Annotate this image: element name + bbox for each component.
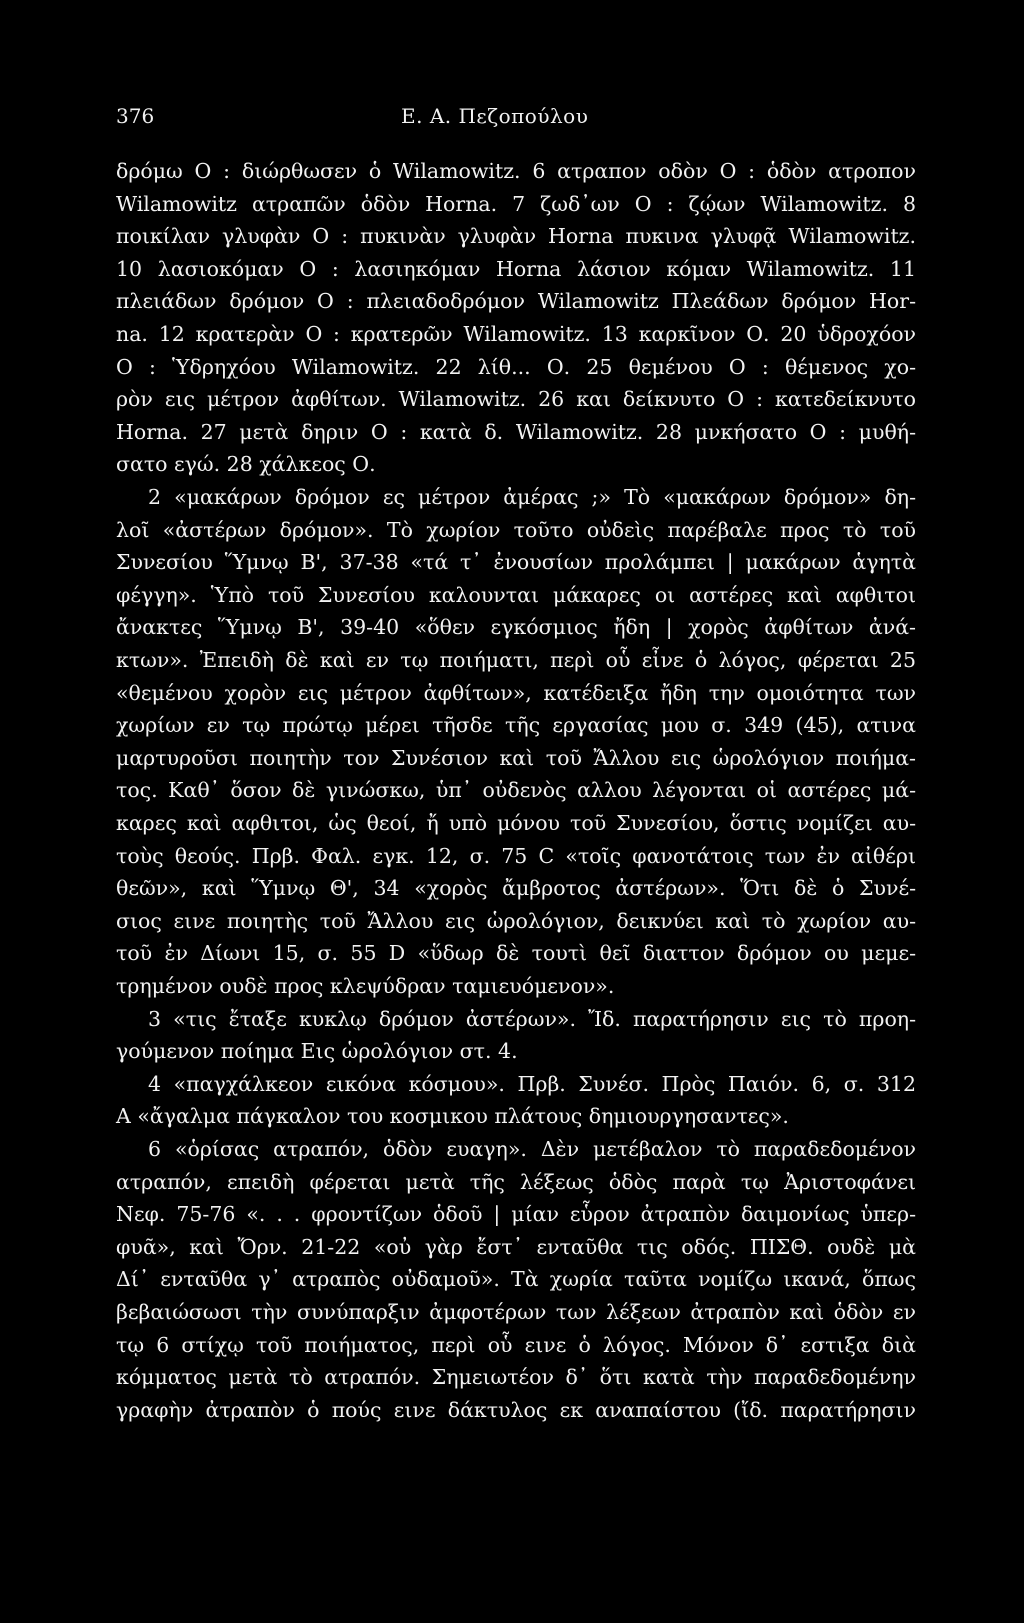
text-line: δρόμω Ο : διώρθωσεν ὁ Wilamowitz. 6 ατραπον οδὸν Ο : ὁδὸν ατροπον xyxy=(116,159,916,183)
text-line: Δί᾽ ενταῦθα γ᾽ ατραπὸς οὐδαμοῦ». Τὰ χωρία ταῦτα νομίζω ικανά, ὅπως xyxy=(116,1267,916,1292)
text-line: κόμματος μετὰ τὸ ατραπόν. Σημειωτέον δ᾽ ὅτι κατὰ τὴν παραδεδομένην xyxy=(116,1365,916,1390)
page-number: 376 xyxy=(116,104,155,128)
text-line: Ο : Ὑδρηχόου Wilamowitz. 22 λίθ... Ο. 25 θεμένου Ο : θέμενος χο- xyxy=(116,354,916,379)
text-line: ατραπόν, επειδὴ φέρεται μετὰ τῆς λέξεως ὁδὸς παρὰ τῳ Ἀριστοφάνει xyxy=(116,1169,916,1194)
text-line: σατο εγώ. 28 χάλκεος Ο. xyxy=(116,452,376,477)
text-line: 3 «τις ἔταξε κυκλῳ δρόμον ἀστέρων». Ἴδ. παρατήρησιν εις τὸ προη- xyxy=(148,1006,916,1031)
text-line: πλειάδων δρόμον Ο : πλειαδοδρόμον Wilamowitz Πλεάδων δρόμον Hor- xyxy=(116,289,916,314)
text-line: καρες καὶ αφθιτοι, ὡς θεοί, ἤ υπὸ μόνου τοῦ Συνεσίου, ὅστις νομίζει αυ- xyxy=(116,811,916,835)
text-line: τος. Καθ᾽ ὅσον δὲ γινώσκω, ὑπ᾽ οὐδενὸς αλλου λέγονται οἱ αστέρες μά- xyxy=(116,778,916,803)
text-line: τοῦ ἐν Δίωνι 15, σ. 55 D «ὕδωρ δὲ τουτὶ θεῖ διαττον δρόμον ου μεμε- xyxy=(116,941,916,966)
text-line: φέγγη». Ὑπὸ τοῦ Συνεσίου καλουνται μάκαρες οι αστέρες καὶ αφθιτοι xyxy=(116,582,916,607)
text-line: βεβαιώσωσι τὴν συνύπαρξιν ἀμφοτέρων των λέξεων ἀτραπὸν καὶ ὁδὸν εν xyxy=(116,1300,916,1324)
text-line: μαρτυροῦσι ποιητὴν τον Συνέσιον καὶ τοῦ Ἄλλου εις ὡρολόγιον ποιήμα- xyxy=(116,745,916,770)
text-line: λοῖ «ἀστέρων δρόμον». Τὸ χωρίον τοῦτο οὐδεὶς παρέβαλε προς τὸ τοῦ xyxy=(116,517,916,542)
text-line: τῳ 6 στίχῳ τοῦ ποιήματος, περὶ οὗ εινε ὁ λόγος. Μόνον δ᾽ εστιξα διὰ xyxy=(116,1332,916,1357)
text-line: γούμενον ποίημα Εις ὡρολόγιον στ. 4. xyxy=(116,1039,518,1064)
text-line: na. 12 κρατερὰν Ο : κρατερῶν Wilamowitz. 13 καρκῖνον Ο. 20 ὑδροχόον xyxy=(116,322,916,346)
text-line: 10 λασιοκόμαν Ο : λασιηκόμαν Horna λάσιον κόμαν Wilamowitz. 11 xyxy=(116,256,916,281)
text-line: Α «ἄγαλμα πάγκαλον του κοσμικου πλάτους δημιουργησαντες». xyxy=(116,1104,789,1129)
running-title: Ε. Α. Πεζοπούλου xyxy=(401,104,589,128)
text-line: 2 «μακάρων δρόμον ες μέτρον ἀμέρας ;» Τὸ «μακάρων δρόμον» δη- xyxy=(148,485,916,509)
text-line: κτων». Ἐπειδὴ δὲ καὶ εν τῳ ποιήματι, περὶ οὗ εἶνε ὁ λόγος, φέρεται 25 xyxy=(116,648,916,672)
text-line: Συνεσίου Ὕμνῳ Β', 37-38 «τά τ᾽ ἐνουσίων προλάμπει | μακάρων ἁγητὰ xyxy=(116,550,916,575)
text-line: ρὸν εις μέτρον ἀφθίτων. Wilamowitz. 26 και δείκνυτο Ο : κατεδείκνυτο xyxy=(116,387,916,412)
text-line: θεῶν», καὶ Ὕμνῳ Θ', 34 «χορὸς ἄμβροτος ἀστέρων». Ὅτι δὲ ὁ Συνέ- xyxy=(116,876,916,901)
text-line: ἄνακτες Ὕμνῳ Β', 39-40 «ὅθεν εγκόσμιος ἤδη | χορὸς ἀφθίτων ἀνά- xyxy=(116,615,916,640)
text-line: γραφὴν ἀτραπὸν ὁ πούς εινε δάκτυλος εκ αναπαίστου (ἴδ. παρατήρησιν xyxy=(116,1397,916,1422)
text-line: «θεμένου χορὸν εις μέτρον ἀφθίτων», κατέδειξα ἤδη την ομοιότητα των xyxy=(116,680,916,705)
text-line: φυᾶ», καὶ Ὄρν. 21-22 «οὐ γὰρ ἔστ᾽ ενταῦθα τις οδός. ΠΙΣΘ. ουδὲ μὰ xyxy=(116,1234,916,1259)
text-line: Wilamowitz ατραπῶν ὁδὸν Horna. 7 ζωδ᾽ων Ο : ζῴων Wilamowitz. 8 xyxy=(116,191,916,216)
text-line: τοὺς θεούς. Πρβ. Φαλ. εγκ. 12, σ. 75 C «τοῖς φανοτάτοις των ἐν αἰθέρι xyxy=(116,843,916,868)
text-line: σιος εινε ποιητὴς τοῦ Ἄλλου εις ὡρολόγιον, δεικνύει καὶ τὸ χωρίον αυ- xyxy=(116,908,916,933)
text-line: χωρίων εν τῳ πρώτῳ μέρει τῆσδε τῆς εργασίας μου σ. 349 (45), ατινα xyxy=(116,713,916,738)
text-line: 6 «ὁρίσας ατραπόν, ὁδὸν ευαγη». Δὲν μετέβαλον τὸ παραδεδομένον xyxy=(148,1137,916,1161)
text-line: Horna. 27 μετὰ δηριν Ο : κατὰ δ. Wilamowitz. 28 μνκήσατο Ο : μυθή- xyxy=(116,419,916,444)
page-header xyxy=(116,104,916,134)
text-line: τρημένον ουδὲ προς κλεψύδραν ταμιευόμενον». xyxy=(116,974,615,998)
text-line: Νεφ. 75-76 «. . . φροντίζων ὁδοῦ | μίαν εὗρον ἀτραπὸν δαιμονίως ὑπερ- xyxy=(116,1202,916,1227)
text-line: 4 «παγχάλκεον εικόνα κόσμου». Πρβ. Συνέσ. Πρὸς Παιόν. 6, σ. 312 xyxy=(148,1071,916,1096)
text-line: ποικίλαν γλυφὰν Ο : πυκινὰν γλυφὰν Horna πυκινα γλυφᾷ Wilamowitz. xyxy=(116,224,916,249)
